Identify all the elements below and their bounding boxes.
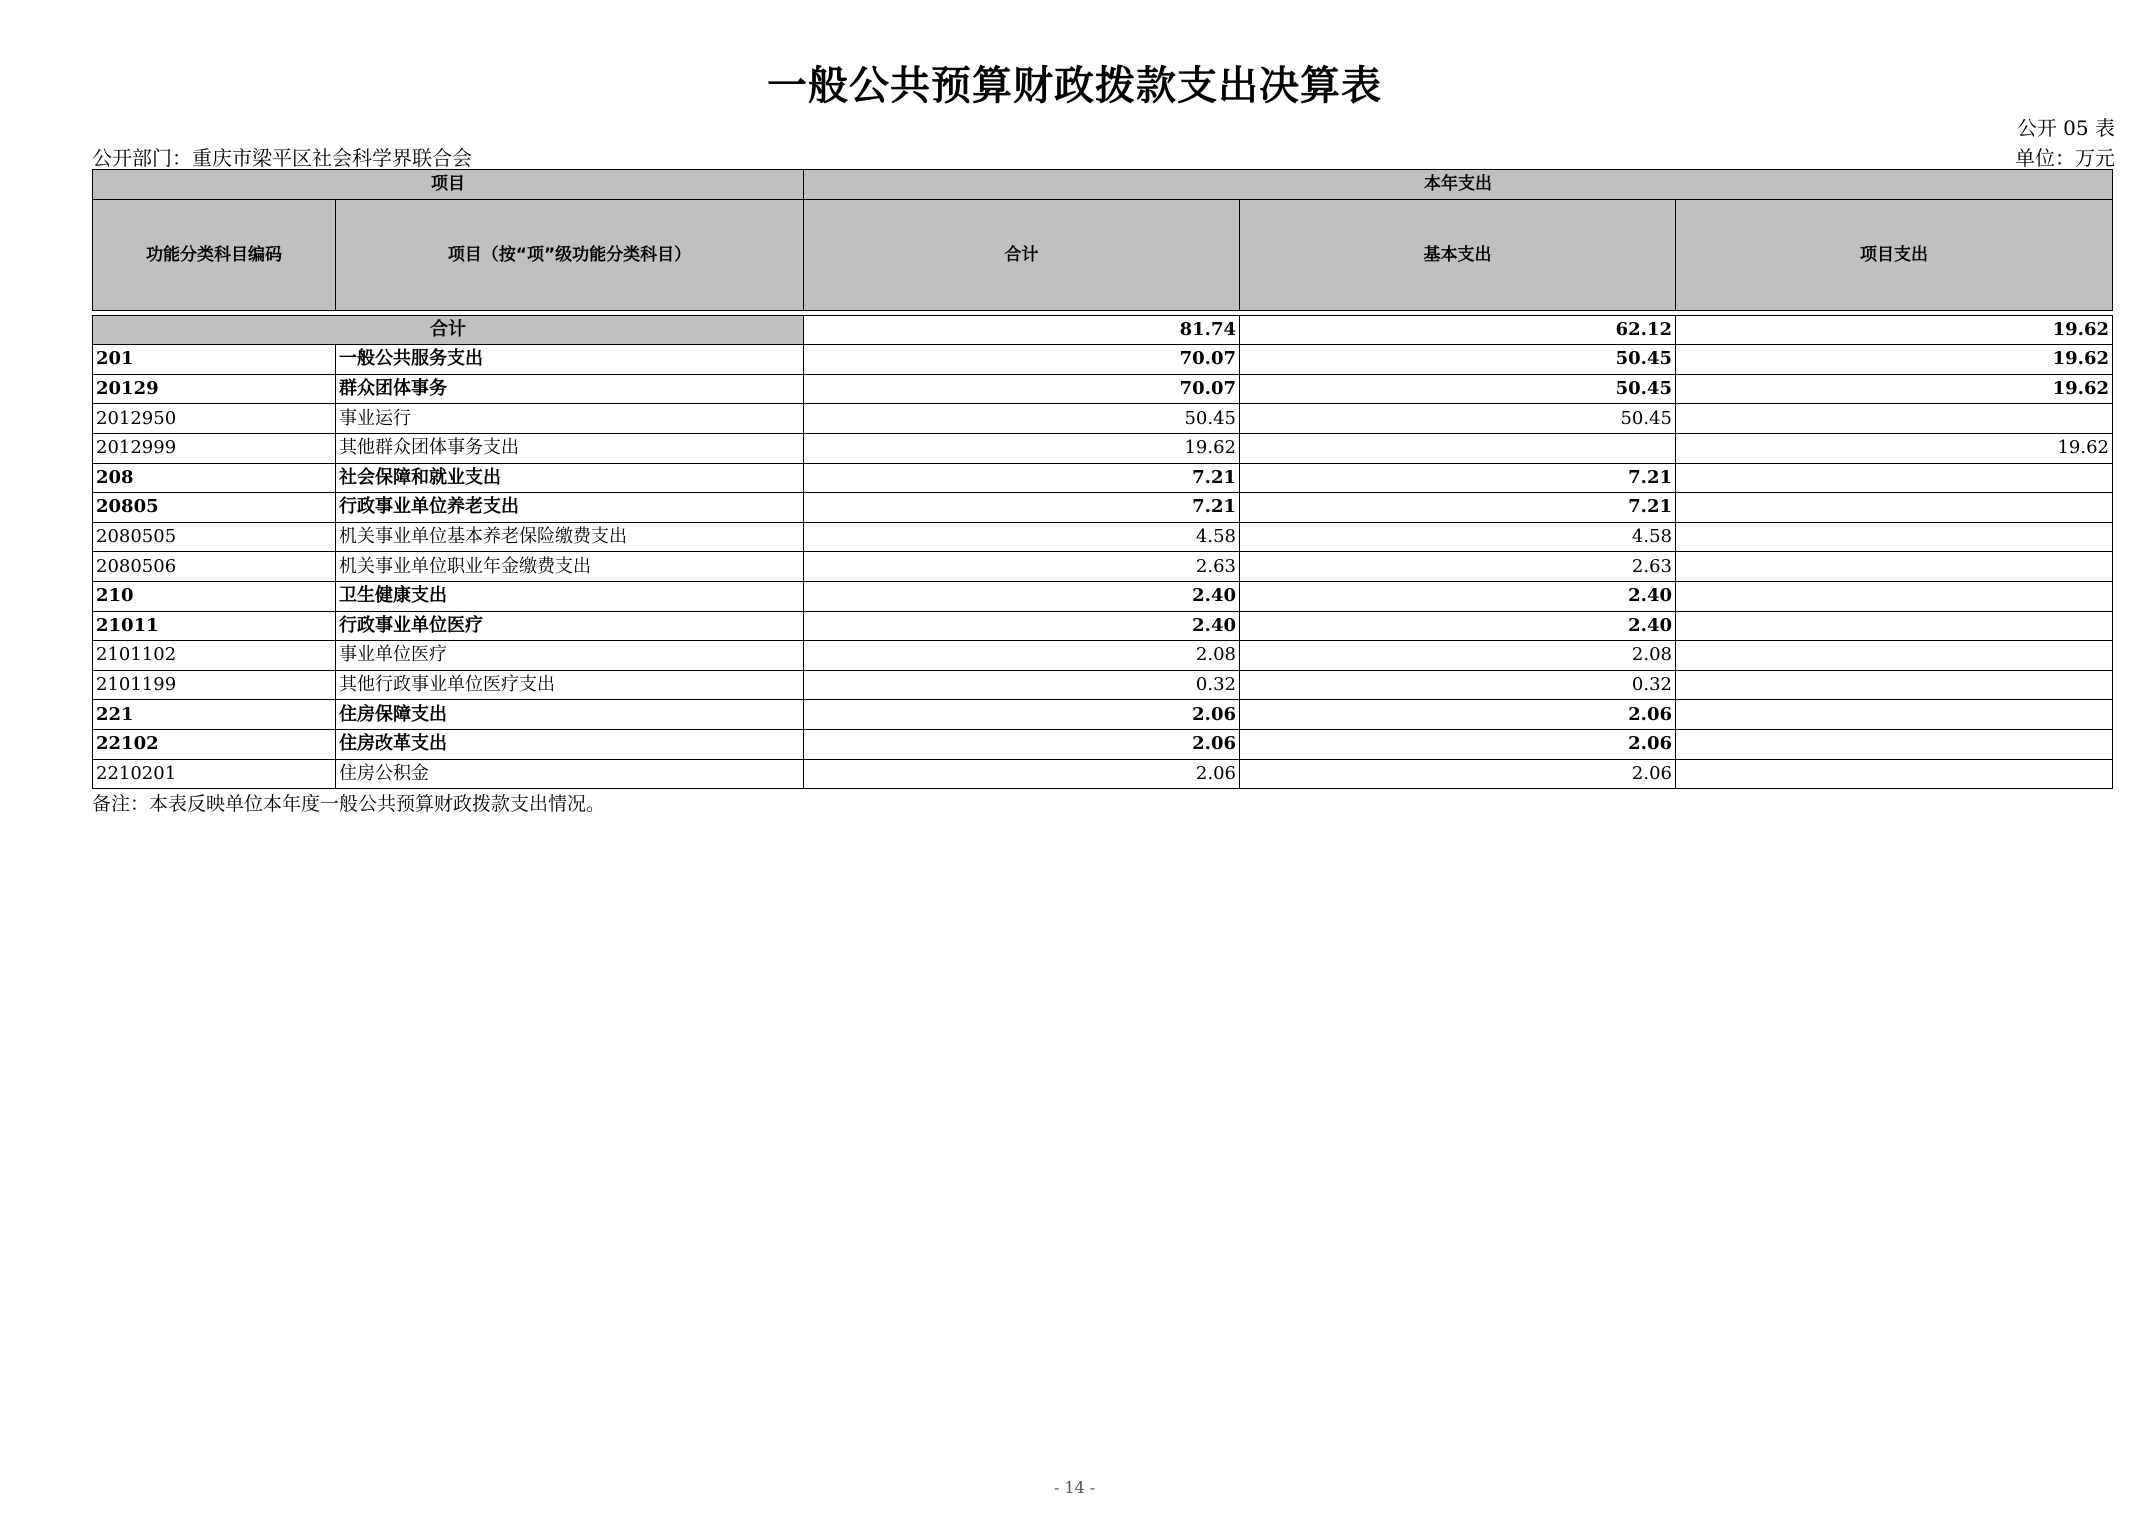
header-code: 功能分类科目编码 bbox=[93, 199, 336, 310]
cell-total: 2.06 bbox=[804, 759, 1240, 789]
table-row bbox=[93, 433, 2113, 463]
cell-project: 19.62 bbox=[1676, 433, 2113, 463]
cell-name: 群众团体事务 bbox=[336, 374, 804, 404]
cell-code: 20805 bbox=[93, 493, 336, 523]
cell-project bbox=[1676, 729, 2113, 759]
header-current-year-group: 本年支出 bbox=[804, 170, 2113, 200]
cell-total: 50.45 bbox=[804, 404, 1240, 434]
cell-basic: 2.06 bbox=[1240, 759, 1676, 789]
cell-name: 住房公积金 bbox=[336, 759, 804, 789]
cell-project bbox=[1676, 700, 2113, 730]
cell-project bbox=[1676, 404, 2113, 434]
total-project-cell: 19.62 bbox=[1676, 315, 2113, 345]
cell-code: 208 bbox=[93, 463, 336, 493]
cell-name: 住房保障支出 bbox=[336, 700, 804, 730]
header-project: 项目支出 bbox=[1676, 199, 2113, 310]
cell-total: 2.40 bbox=[804, 611, 1240, 641]
table-row bbox=[93, 404, 2113, 434]
total-basic-cell: 62.12 bbox=[1240, 315, 1676, 345]
cell-name: 其他群众团体事务支出 bbox=[336, 433, 804, 463]
cell-code: 21011 bbox=[93, 611, 336, 641]
cell-name: 社会保障和就业支出 bbox=[336, 463, 804, 493]
cell-basic: 0.32 bbox=[1240, 670, 1676, 700]
cell-name: 一般公共服务支出 bbox=[336, 345, 804, 375]
cell-basic: 50.45 bbox=[1240, 374, 1676, 404]
cell-total: 2.06 bbox=[804, 729, 1240, 759]
cell-name: 其他行政事业单位医疗支出 bbox=[336, 670, 804, 700]
total-sum-cell: 81.74 bbox=[804, 315, 1240, 345]
total-row bbox=[93, 315, 2113, 345]
cell-name: 事业运行 bbox=[336, 404, 804, 434]
cell-total: 2.08 bbox=[804, 641, 1240, 671]
table-row bbox=[93, 522, 2113, 552]
table-row bbox=[93, 759, 2113, 789]
table-row bbox=[93, 611, 2113, 641]
unit-label: 单位：万元 bbox=[2015, 146, 2115, 170]
cell-basic: 50.45 bbox=[1240, 404, 1676, 434]
cell-name: 事业单位医疗 bbox=[336, 641, 804, 671]
table-number: 公开 05 表 bbox=[2016, 116, 2115, 140]
cell-total: 4.58 bbox=[804, 522, 1240, 552]
table-row bbox=[93, 729, 2113, 759]
cell-basic: 2.06 bbox=[1240, 700, 1676, 730]
cell-basic: 2.08 bbox=[1240, 641, 1676, 671]
cell-code: 2012999 bbox=[93, 433, 336, 463]
cell-code: 210 bbox=[93, 581, 336, 611]
table-row bbox=[93, 493, 2113, 523]
header-item-group: 项目 bbox=[93, 170, 804, 200]
cell-basic: 2.40 bbox=[1240, 611, 1676, 641]
table-row bbox=[93, 581, 2113, 611]
cell-basic: 50.45 bbox=[1240, 345, 1676, 375]
cell-basic bbox=[1240, 433, 1676, 463]
cell-total: 7.21 bbox=[804, 493, 1240, 523]
cell-total: 2.63 bbox=[804, 552, 1240, 582]
cell-project bbox=[1676, 463, 2113, 493]
cell-basic: 2.63 bbox=[1240, 552, 1676, 582]
cell-project bbox=[1676, 522, 2113, 552]
cell-code: 2012950 bbox=[93, 404, 336, 434]
cell-total: 0.32 bbox=[804, 670, 1240, 700]
cell-total: 70.07 bbox=[804, 345, 1240, 375]
table-row bbox=[93, 700, 2113, 730]
department-label: 公开部门：重庆市梁平区社会科学界联合会 bbox=[92, 146, 472, 170]
cell-name: 行政事业单位医疗 bbox=[336, 611, 804, 641]
page-title: 一般公共预算财政拨款支出决算表 bbox=[767, 62, 1382, 109]
cell-code: 2101102 bbox=[93, 641, 336, 671]
cell-total: 2.06 bbox=[804, 700, 1240, 730]
header-total: 合计 bbox=[804, 199, 1240, 310]
table-row bbox=[93, 552, 2113, 582]
header-column-row bbox=[93, 199, 2113, 310]
total-label: 合计 bbox=[93, 315, 804, 345]
cell-project bbox=[1676, 581, 2113, 611]
cell-name: 行政事业单位养老支出 bbox=[336, 493, 804, 523]
cell-name: 住房改革支出 bbox=[336, 729, 804, 759]
cell-code: 22102 bbox=[93, 729, 336, 759]
cell-code: 2080505 bbox=[93, 522, 336, 552]
cell-project: 19.62 bbox=[1676, 374, 2113, 404]
cell-project bbox=[1676, 493, 2113, 523]
cell-basic: 2.40 bbox=[1240, 581, 1676, 611]
cell-code: 20129 bbox=[93, 374, 336, 404]
table-row bbox=[93, 374, 2113, 404]
table-row bbox=[93, 670, 2113, 700]
expenditure-table bbox=[92, 169, 2113, 789]
cell-basic: 2.06 bbox=[1240, 729, 1676, 759]
cell-code: 2080506 bbox=[93, 552, 336, 582]
cell-code: 221 bbox=[93, 700, 336, 730]
cell-total: 70.07 bbox=[804, 374, 1240, 404]
cell-project bbox=[1676, 759, 2113, 789]
cell-name: 卫生健康支出 bbox=[336, 581, 804, 611]
page-number: - 14 - bbox=[1053, 1478, 1096, 1497]
cell-basic: 4.58 bbox=[1240, 522, 1676, 552]
cell-basic: 7.21 bbox=[1240, 493, 1676, 523]
cell-code: 2101199 bbox=[93, 670, 336, 700]
cell-name: 机关事业单位职业年金缴费支出 bbox=[336, 552, 804, 582]
cell-project: 19.62 bbox=[1676, 345, 2113, 375]
cell-project bbox=[1676, 641, 2113, 671]
table-row bbox=[93, 345, 2113, 375]
header-name: 项目（按“项”级功能分类科目） bbox=[336, 199, 804, 310]
cell-project bbox=[1676, 670, 2113, 700]
cell-project bbox=[1676, 611, 2113, 641]
cell-project bbox=[1676, 552, 2113, 582]
header-basic: 基本支出 bbox=[1240, 199, 1676, 310]
cell-total: 7.21 bbox=[804, 463, 1240, 493]
header-group-row bbox=[93, 170, 2113, 200]
cell-code: 201 bbox=[93, 345, 336, 375]
cell-total: 19.62 bbox=[804, 433, 1240, 463]
cell-basic: 7.21 bbox=[1240, 463, 1676, 493]
table-row bbox=[93, 463, 2113, 493]
cell-code: 2210201 bbox=[93, 759, 336, 789]
cell-total: 2.40 bbox=[804, 581, 1240, 611]
footnote: 备注：本表反映单位本年度一般公共预算财政拨款支出情况。 bbox=[92, 793, 606, 815]
table-row bbox=[93, 641, 2113, 671]
cell-name: 机关事业单位基本养老保险缴费支出 bbox=[336, 522, 804, 552]
